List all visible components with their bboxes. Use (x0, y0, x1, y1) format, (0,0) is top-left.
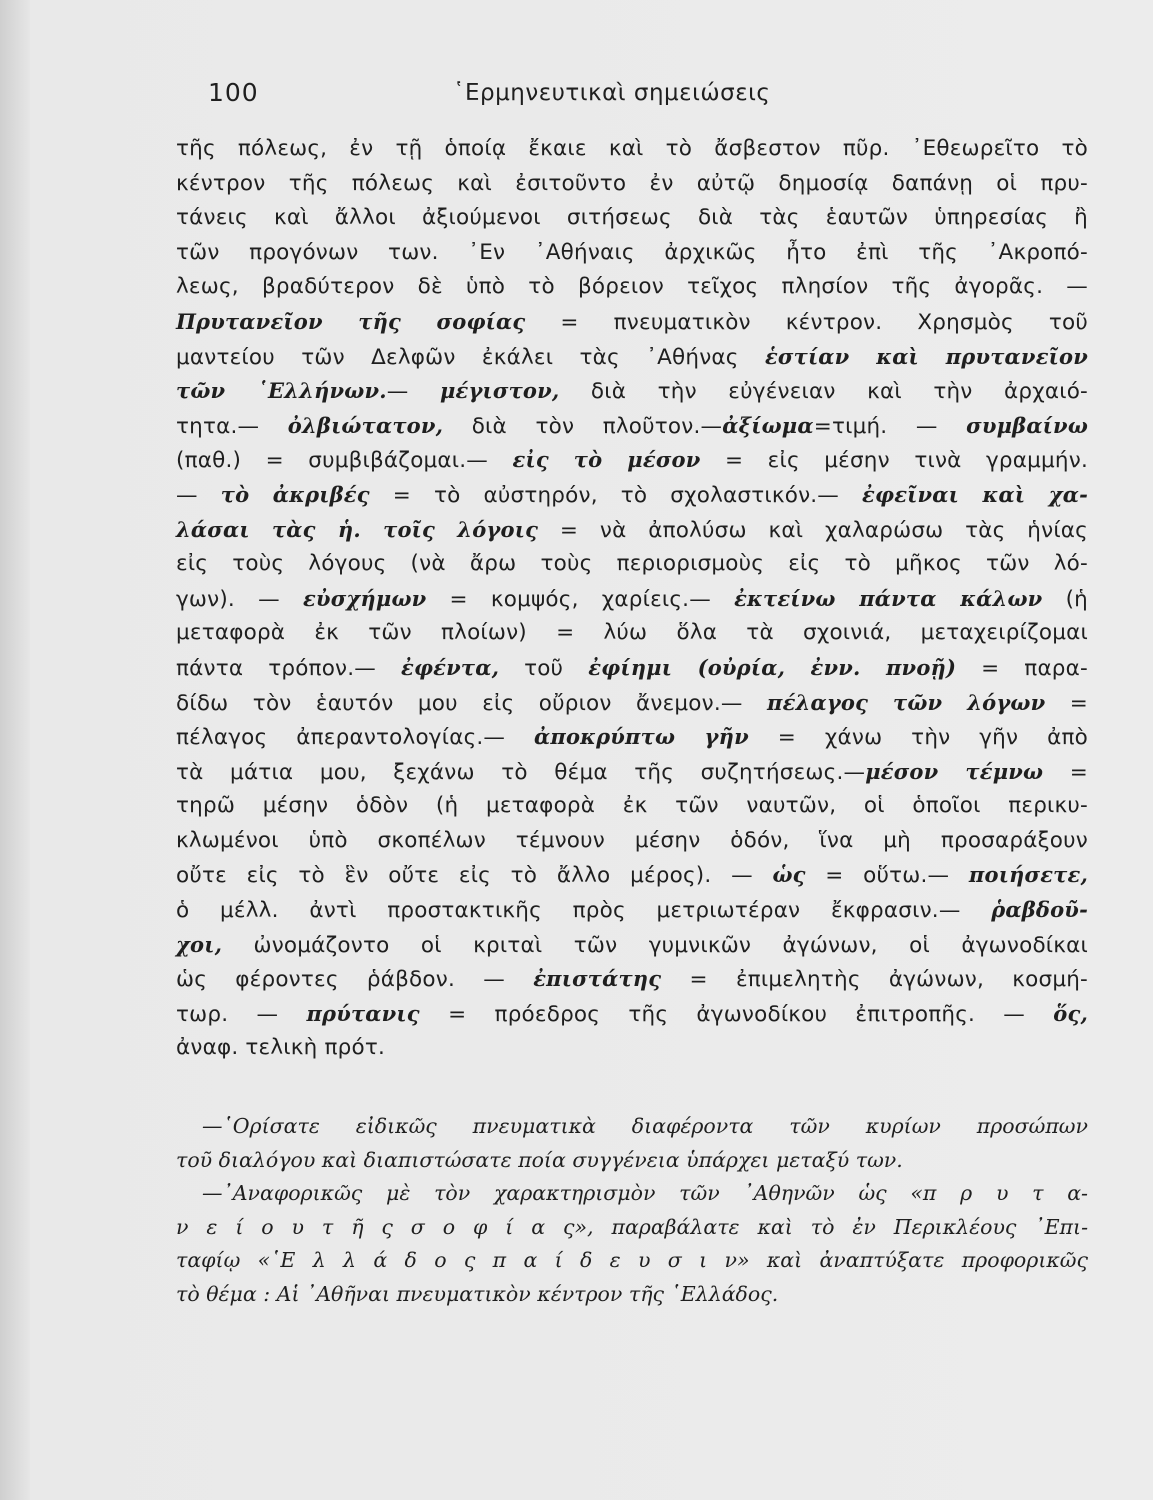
lemma-term: ἀποκρύπτω γῆν (534, 724, 749, 750)
gloss-text: = τὸ αὐστηρόν, τὸ σχολαστικόν.— (369, 482, 863, 508)
gloss-text: — (386, 379, 440, 405)
gloss-text: = πρόεδρος τῆς ἀγωνοδίκου ἐπιτροπῆς. — (419, 1001, 1054, 1027)
text-line (176, 513, 1088, 548)
gloss-text: τῆς πόλεως, ἐν τῇ ὁποίᾳ ἔκαιε καὶ τὸ ἄσβεστον πῦρ. ᾿Εθεωρεῖτο τὸ (176, 136, 1088, 161)
lemma-term: λάσαι τὰς ἡ. τοῖς λόγοις (176, 516, 539, 542)
gloss-text: λεως, βραδύτερον δὲ ὑπὸ τὸ βόρειον τεῖχος πλησίον τῆς ἀγορᾶς. — (176, 274, 1088, 300)
gloss-text: κλωμένοι ὑπὸ σκοπέλων τέμνουν μέσην ὁδόν, ἵνα μὴ προσαράξουν (176, 827, 1088, 853)
text-line (176, 167, 1088, 202)
gloss-text: κέντρον τῆς πόλεως καὶ ἐσιτοῦντο ἐν αὐτῷ δημοσίᾳ δαπάνῃ οἱ πρυ- (176, 170, 1088, 196)
gloss-text: = πνευματικὸν κέντρον. Χρησμὸς τοῦ (525, 309, 1088, 335)
lemma-term: χοι, (176, 931, 223, 957)
gloss-text: τῶν προγόνων των. ᾿Εν ᾿Αθήναις ἀρχικῶς ἦτο ἐπὶ τῆς ᾿Ακροπό- (176, 239, 1088, 265)
lemma-term: ἐκτείνω πάντα κάλων (734, 585, 1043, 611)
gloss-text: ἀναφ. τελικὴ πρότ. (176, 1035, 386, 1061)
text-line (176, 755, 1088, 790)
text-line (176, 340, 1088, 375)
gloss-text: μαντείου τῶν Δελφῶν ἐκάλει τὰς ᾿Αθήνας (176, 344, 765, 370)
gloss-text: πέλαγος ἀπεραντολογίας.— (176, 725, 535, 751)
lemma-term: ἐπιστάτης (533, 966, 662, 992)
lemma-term: ῥαβδοῦ- (991, 897, 1088, 923)
lemma-term: πέλαγος τῶν λόγων (767, 689, 1046, 715)
text-line (176, 201, 1088, 236)
gloss-text: τοῦ (499, 655, 589, 681)
lemma-term: ποιήσετε, (968, 862, 1088, 888)
gloss-text: ὁ μέλλ. ἀντὶ προστακτικῆς πρὸς μετριωτέραν ἔκφρασιν.— (176, 898, 992, 924)
gloss-text: τητα.— (176, 413, 288, 439)
text-line (176, 651, 1088, 686)
gloss-text: ὠνομάζοντο οἱ κριταὶ τῶν γυμνικῶν ἀγώνων, οἱ ἀγωνοδίκαι (222, 932, 1088, 958)
gloss-text: τὰ μάτια μου, ξεχάνω τὸ θέμα τῆς συζητήσεως.— (176, 759, 866, 785)
gloss-text: = χάνω τὴν γῆν ἀπὸ (748, 725, 1088, 751)
exercise-line: τοῦ διαλόγου καὶ διαπιστώσατε ποία συγγένεια ὑπάρχει μεταξύ των. (176, 1147, 903, 1172)
text-line (176, 478, 1088, 513)
lemma-term: ὀλβιώτατον, (287, 412, 444, 438)
text-line (176, 928, 1088, 963)
commentary-text (176, 132, 1088, 1066)
lemma-term: ἐφέντα, (400, 654, 500, 680)
text-line (176, 686, 1088, 721)
gloss-text: = εἰς μέσην τινὰ γραμμήν. (700, 448, 1088, 474)
gloss-text: τάνεις καὶ ἄλλοι ἀξιούμενοι σιτήσεως διὰ τὰς ἑαυτῶν ὑπηρεσίας ἢ (176, 205, 1088, 231)
gloss-text: δίδω τὸν ἑαυτόν μου εἰς οὔριον ἄνεμον.— (176, 690, 768, 716)
lemma-term: ἑστίαν καὶ πρυτανεῖον (764, 343, 1088, 369)
gloss-text: = παρα- (956, 655, 1088, 681)
gloss-text: = νὰ ἀπολύσω καὶ χαλαρώσω τὰς ἡνίας (538, 517, 1088, 543)
exercise-line: —᾿Αναφορικῶς μὲ τὸν χαρακτηρισμὸν τῶν ᾿Αθηνῶν ὡς «π ρ υ τ α- (202, 1181, 1088, 1206)
page-spine-shadow (0, 0, 30, 1500)
text-line (176, 305, 1088, 340)
text-line (176, 409, 1088, 444)
gloss-text: διὰ τὸν πλοῦτον.— (443, 413, 723, 439)
gloss-text: τωρ. — (176, 1001, 307, 1027)
lemma-term: τὸ ἀκριβές (220, 481, 370, 507)
gloss-text: = οὕτω.— (805, 863, 969, 889)
text-line (176, 824, 1088, 859)
text-line (176, 962, 1088, 997)
gloss-text: — (176, 482, 221, 508)
lemma-term: ὡς (772, 862, 806, 888)
lemma-term: πρύτανις (306, 1000, 420, 1026)
gloss-text: οὔτε εἰς τὸ ἓν οὔτε εἰς τὸ ἄλλο μέρος). — (176, 863, 773, 889)
lemma-term: ἐφεῖναι καὶ χα- (862, 481, 1088, 507)
text-line (176, 374, 1088, 409)
gloss-text: (ἡ (1042, 586, 1088, 612)
lemma-term: μέγιστον, (439, 378, 560, 404)
gloss-text: τηρῶ μέσην ὁδὸν (ἡ μεταφορὰ ἐκ τῶν ναυτῶν, οἱ ὁποῖοι περικυ- (176, 793, 1088, 819)
exercise-line: —῾Ορίσατε εἰδικῶς πνευματικὰ διαφέροντα τῶν κυρίων προσώπων (202, 1114, 1088, 1138)
gloss-text: διὰ τὴν εὐγένειαν καὶ τὴν ἀρχαιό- (559, 379, 1089, 405)
gloss-text: πάντα τρόπον.— (176, 655, 401, 681)
text-line (176, 789, 1088, 824)
gloss-text: μεταφορὰ ἐκ τῶν πλοίων) = λύω ὅλα τὰ σχοινιά, μεταχειρίζομαι (176, 620, 1088, 646)
text-line (176, 616, 1088, 651)
text-line (176, 893, 1088, 928)
page-header (208, 78, 848, 118)
lemma-term: ὅς, (1053, 1000, 1088, 1026)
gloss-text: = ἐπιμελητὴς ἀγώνων, κοσμή- (661, 967, 1089, 993)
text-line (176, 236, 1088, 271)
lemma-term: ἐφίημι (οὐρία, ἐνν. πνοῇ) (588, 654, 957, 680)
text-line (176, 443, 1088, 478)
exercise-line: ν ε ί ο υ τ ῆ ς σ ο φ ί α ς», παραβάλατε καὶ τὸ ἐν Περικλέους ᾿Επι- (176, 1214, 1088, 1239)
lemma-term: ἀξίωμα (722, 412, 814, 438)
lemma-term: εὐσχήμων (302, 585, 427, 611)
lemma-term: τῶν ῾Ελλήνων. (176, 378, 387, 404)
gloss-text: = κομψός, χαρίεις.— (426, 586, 735, 612)
gloss-text: ὡς φέροντες ῥάβδον. — (176, 967, 534, 993)
gloss-text: =τιμή. — (813, 413, 967, 439)
page-number: 100 (208, 78, 259, 107)
text-line (176, 582, 1088, 617)
text-line (176, 720, 1088, 755)
exercise-line: τὸ θέμα : Αἱ ᾿Αθῆναι πνευματικὸν κέντρον τῆς ῾Ελλάδος. (176, 1281, 779, 1306)
gloss-text: = (1045, 690, 1089, 716)
text-line (176, 132, 1088, 167)
text-line (176, 1031, 1088, 1066)
text-line (176, 858, 1088, 893)
running-title: ῾Ερμηνευτικαὶ σημειώσεις (453, 80, 771, 106)
lemma-term: συμβαίνω (966, 412, 1089, 438)
gloss-text: = (1043, 759, 1089, 785)
text-line (176, 997, 1088, 1032)
gloss-text: εἰς τοὺς λόγους (νὰ ἄρω τοὺς περιορισμοὺς εἰς τὸ μῆκος τῶν λό- (176, 551, 1088, 577)
exercise-line: ταφίῳ «῾Ε λ λ ά δ ο ς π α ί δ ε υ σ ι ν» καὶ ἀναπτύξατε προφορικῶς (176, 1248, 1088, 1273)
lemma-term: μέσον τέμνω (865, 758, 1044, 784)
lemma-term: εἰς τὸ μέσον (512, 447, 701, 473)
text-line (176, 270, 1088, 305)
lemma-term: Πρυτανεῖον τῆς σοφίας (176, 308, 526, 334)
exercises-block (176, 1110, 1088, 1312)
gloss-text: (παθ.) = συμβιβάζομαι.— (176, 448, 513, 474)
text-line (176, 547, 1088, 582)
gloss-text: γων). — (176, 586, 303, 612)
